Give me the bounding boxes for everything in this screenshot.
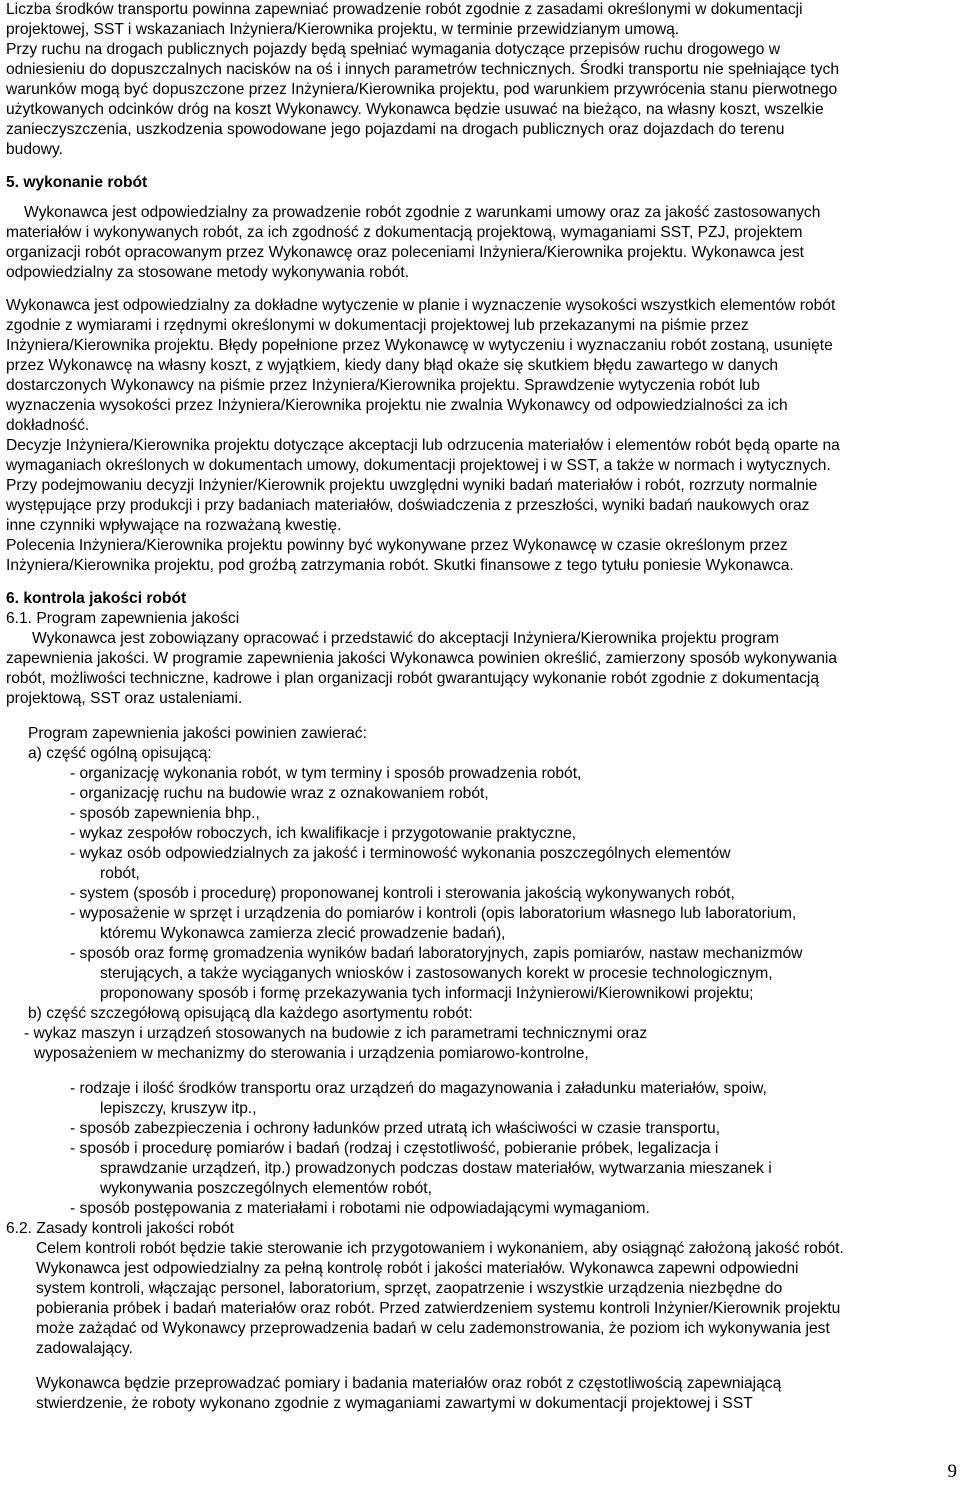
text-line: Decyzje Inżyniera/Kierownika projektu dotyczące akceptacji lub odrzucenia materiałów i elementów robót będą oparte na [6, 437, 840, 454]
text-line: Wykonawca będzie przeprowadzać pomiary i badania materiałów oraz robót z częstotliwością zapewniającą [36, 1375, 782, 1392]
spacer [6, 283, 956, 296]
section-6-2-title: 6.2. Zasady kontroli jakości robót [6, 1220, 234, 1237]
list-b [6, 1079, 956, 1219]
list-b-label: b) część szczegółową opisującą dla każdego asortymentu robót: [28, 1005, 473, 1022]
list-item-continuation: sprawdzanie urządzeń, itp.) prowadzonych podczas dostaw materiałów, wytwarzania mieszanek i [100, 1160, 772, 1177]
text-line: Wykonawca jest zobowiązany opracować i przedstawić do akceptacji Inżyniera/Kierownika projektu program [32, 630, 779, 647]
text-line: Przy ruchu na drogach publicznych pojazdy będą spełniać wymagania dotyczące przepisów ruchu drogowego w [6, 41, 781, 58]
text-line: Przy podejmowaniu decyzji Inżynier/Kierownik projektu uwzględni wyniki badań materiałów i robót, rozrzuty normalnie [6, 477, 818, 494]
text-line: materiałów i wykonywanych robót, za ich zgodność z dokumentacją projektową, wymaganiami SST, PZJ, projektem [6, 224, 803, 241]
text-line: Polecenia Inżyniera/Kierownika projektu powinny być wykonywane przez Wykonawcę w czasie określonym przez [6, 537, 788, 554]
text-line: organizacji robót opracowanym przez Wykonawcę oraz poleceniami Inżyniera/Kierownika projektu. Wykonawca jest [6, 244, 804, 261]
text-line: Wykonawca jest odpowiedzialny za dokładne wytyczenie w planie i wyznaczenie wysokości wszystkich elementów robót [6, 297, 836, 314]
text-line: system kontroli, włączając personel, laboratorium, sprzęt, zaopatrzenie i wszystkie urządzenia niezbędne do [36, 1280, 783, 1297]
spacer [6, 1359, 956, 1374]
text-line: użytkowanych odcinków dróg na koszt Wykonawcy. Wykonawca będzie usuwać na bieżąco, na własny koszt, wszelkie [6, 101, 824, 118]
text-line: robót, możliwości techniczne, kadrowe i plan organizacji robót gwarantujący wykonanie robót zgodnie z dokumentacją [6, 670, 820, 687]
list-item-continuation: sterujących, a także wyciąganych wniosków i zastosowanych korekt w procesie technologicznym, [100, 965, 773, 982]
text-line: odpowiedzialny za stosowane metody wykonywania robót. [6, 264, 410, 281]
list-a-label: a) część ogólną opisującą: [28, 745, 212, 762]
text-line: Wykonawca jest odpowiedzialny za pełną kontrolę robót i jakości materiałów. Wykonawca zapewni odpowiedni [36, 1260, 799, 1277]
text-line: projektową, SST oraz ustaleniami. [6, 690, 243, 707]
list-item: - sposób i procedurę pomiarów i badań (rodzaj i częstotliwość, pobieranie próbek, legalizacja i [70, 1140, 719, 1157]
list-item-continuation: któremu Wykonawca zamierza zlecić prowadzenie badań), [100, 925, 506, 942]
list-item: - organizację wykonania robót, w tym terminy i sposób prowadzenia robót, [70, 765, 582, 782]
list-item-continuation: robót, [100, 865, 140, 882]
list-item-continuation: proponowany sposób i formę przekazywania tych informacji Inżynierowi/Kierownikowi projektu; [100, 985, 754, 1002]
list-item: - sposób zabezpieczenia i ochrony ładunków przed utratą ich właściwości w czasie transportu, [70, 1120, 721, 1137]
text-line: stwierdzenie, że roboty wykonano zgodnie z wymaganiami zawartymi w dokumentacji projektowej i SST [36, 1395, 753, 1412]
list-item: - wyposażenie w sprzęt i urządzenia do pomiarów i kontroli (opis laboratorium własnego lub laboratorium, [70, 905, 797, 922]
section-6-1-paragraph [6, 629, 956, 709]
section-6-title: 6. kontrola jakości robót [6, 590, 187, 607]
section-6-1-title: 6.1. Program zapewnienia jakości [6, 610, 240, 627]
spacer [6, 1064, 956, 1079]
text-line: Liczba środków transportu powinna zapewniać prowadzenie robót zgodnie z zasadami określonymi w dokumentacji [6, 1, 803, 18]
paragraph-transport [6, 0, 956, 160]
list-item: - rodzaje i ilość środków transportu oraz urządzeń do magazynowania i załadunku materiałów, spoiw, [70, 1080, 767, 1097]
text-line: zgodnie z wymiarami i rzędnymi określonymi w dokumentacji projektowej lub przekazanymi na piśmie przez [6, 317, 749, 334]
list-item: - wykaz zespołów roboczych, ich kwalifikacje i przygotowanie praktyczne, [70, 825, 577, 842]
text-line: wyznaczenia wysokości przez Inżyniera/Kierownika projektu nie zwalnia Wykonawcy od odpowiedzialności za ich [6, 397, 788, 414]
text-line: dostarczonych Wykonawcy na piśmie przez Inżyniera/Kierownika projektu. Sprawdzenie wytyczenia robót lub [6, 377, 760, 394]
list-item: - wykaz osób odpowiedzialnych za jakość i terminowość wykonania poszczególnych elementów [70, 845, 731, 862]
spacer [6, 709, 956, 724]
list-a [6, 764, 956, 1004]
list-item: - sposób oraz formę gromadzenia wyników badań laboratoryjnych, zapis pomiarów, nastaw mechanizmów [70, 945, 803, 962]
list-item-continuation: wykonywania poszczególnych elementów robót, [100, 1180, 432, 1197]
text-line: Inżyniera/Kierownika projektu, pod groźbą zatrzymania robót. Skutki finansowe z tego tytułu poniesie Wykonawca. [6, 557, 794, 574]
text-line: Celem kontroli robót będzie takie sterowanie ich przygotowaniem i wykonaniem, aby osiągnąć założoną jakość robót. [36, 1240, 844, 1257]
list-item: - sposób postępowania z materiałami i robotami nie odpowiadającymi wymaganiom. [70, 1200, 650, 1217]
section-6-2-paragraph-2 [6, 1374, 956, 1414]
text-line: projektowej, SST i wskazaniach Inżyniera/Kierownika projektu, w terminie przewidzianym umową. [6, 21, 680, 38]
spacer [6, 193, 956, 203]
list-item: - wykaz maszyn i urządzeń stosowanych na budowie z ich parametrami technicznymi oraz [24, 1025, 648, 1042]
list-item: - organizację ruchu na budowie wraz z oznakowaniem robót, [70, 785, 489, 802]
list-item-continuation: wyposażeniem w mechanizmy do sterowania i urządzenia pomiarowo-kontrolne, [34, 1045, 589, 1062]
text-line: pobierania próbek i badań materiałów oraz robót. Przed zatwierdzeniem systemu kontroli Inżynier/Kierownik projektu [36, 1300, 841, 1317]
text-line: Inżyniera/Kierownika projektu. Błędy popełnione przez Wykonawcę w wytyczeniu i wyznaczaniu robót zostaną, usunięte [6, 337, 833, 354]
text-line: zadowalający. [36, 1340, 133, 1357]
text-line: inne czynniki wpływające na rozważaną kwestię. [6, 517, 342, 534]
section-6-2-paragraph-1 [6, 1239, 956, 1359]
text-line: Wykonawca jest odpowiedzialny za prowadzenie robót zgodnie z warunkami umowy oraz za jakość zastosowanych [24, 204, 821, 221]
section-5-paragraph-1 [6, 203, 956, 283]
text-line: występujące przy produkcji i przy badaniach materiałów, doświadczenia z przeszłości, wyniki badań naukowych oraz [6, 497, 810, 514]
list-item: - system (sposób i procedurę) proponowanej kontroli i sterowania jakością wykonywanych robót, [70, 885, 735, 902]
text-line: budowy. [6, 141, 63, 158]
section-5-title: 5. wykonanie robót [6, 174, 148, 191]
list-item-continuation: lepiszczy, kruszyw itp., [100, 1100, 257, 1117]
text-line: odniesieniu do dopuszczalnych nacisków na oś i innych parametrów technicznych. Środki transportu nie spełniające tych [6, 61, 839, 78]
text-line: wymaganiach określonych w dokumentach umowy, dokumentacji projektowej i w SST, a także w normach i wytycznych. [6, 457, 831, 474]
spacer [6, 576, 956, 589]
program-intro: Program zapewnienia jakości powinien zawierać: [28, 725, 367, 742]
document-page [6, 0, 956, 1414]
page-number: 9 [947, 1461, 957, 1482]
text-line: przez Wykonawcę na własny koszt, z wyjątkiem, kiedy dany błąd okaże się skutkiem błędu zawartego w danych [6, 357, 779, 374]
section-5-paragraph-2 [6, 296, 956, 576]
text-line: warunków mogą być dopuszczone przez Inżyniera/Kierownika projektu, pod warunkiem przywrócenia stanu pierwotnego [6, 81, 838, 98]
text-line: zanieczyszczenia, uszkodzenia spowodowane jego pojazdami na drogach publicznych oraz dojazdach do terenu [6, 121, 785, 138]
spacer [6, 160, 956, 173]
text-line: zapewnienia jakości. W programie zapewnienia jakości Wykonawca powinien określić, zamierzony sposób wykonywania [6, 650, 838, 667]
text-line: może zażądać od Wykonawcy przeprowadzenia badań w celu zademonstrowania, że poziom ich wykonywania jest [36, 1320, 830, 1337]
list-item: - sposób zapewnienia bhp., [70, 805, 260, 822]
text-line: dokładność. [6, 417, 90, 434]
